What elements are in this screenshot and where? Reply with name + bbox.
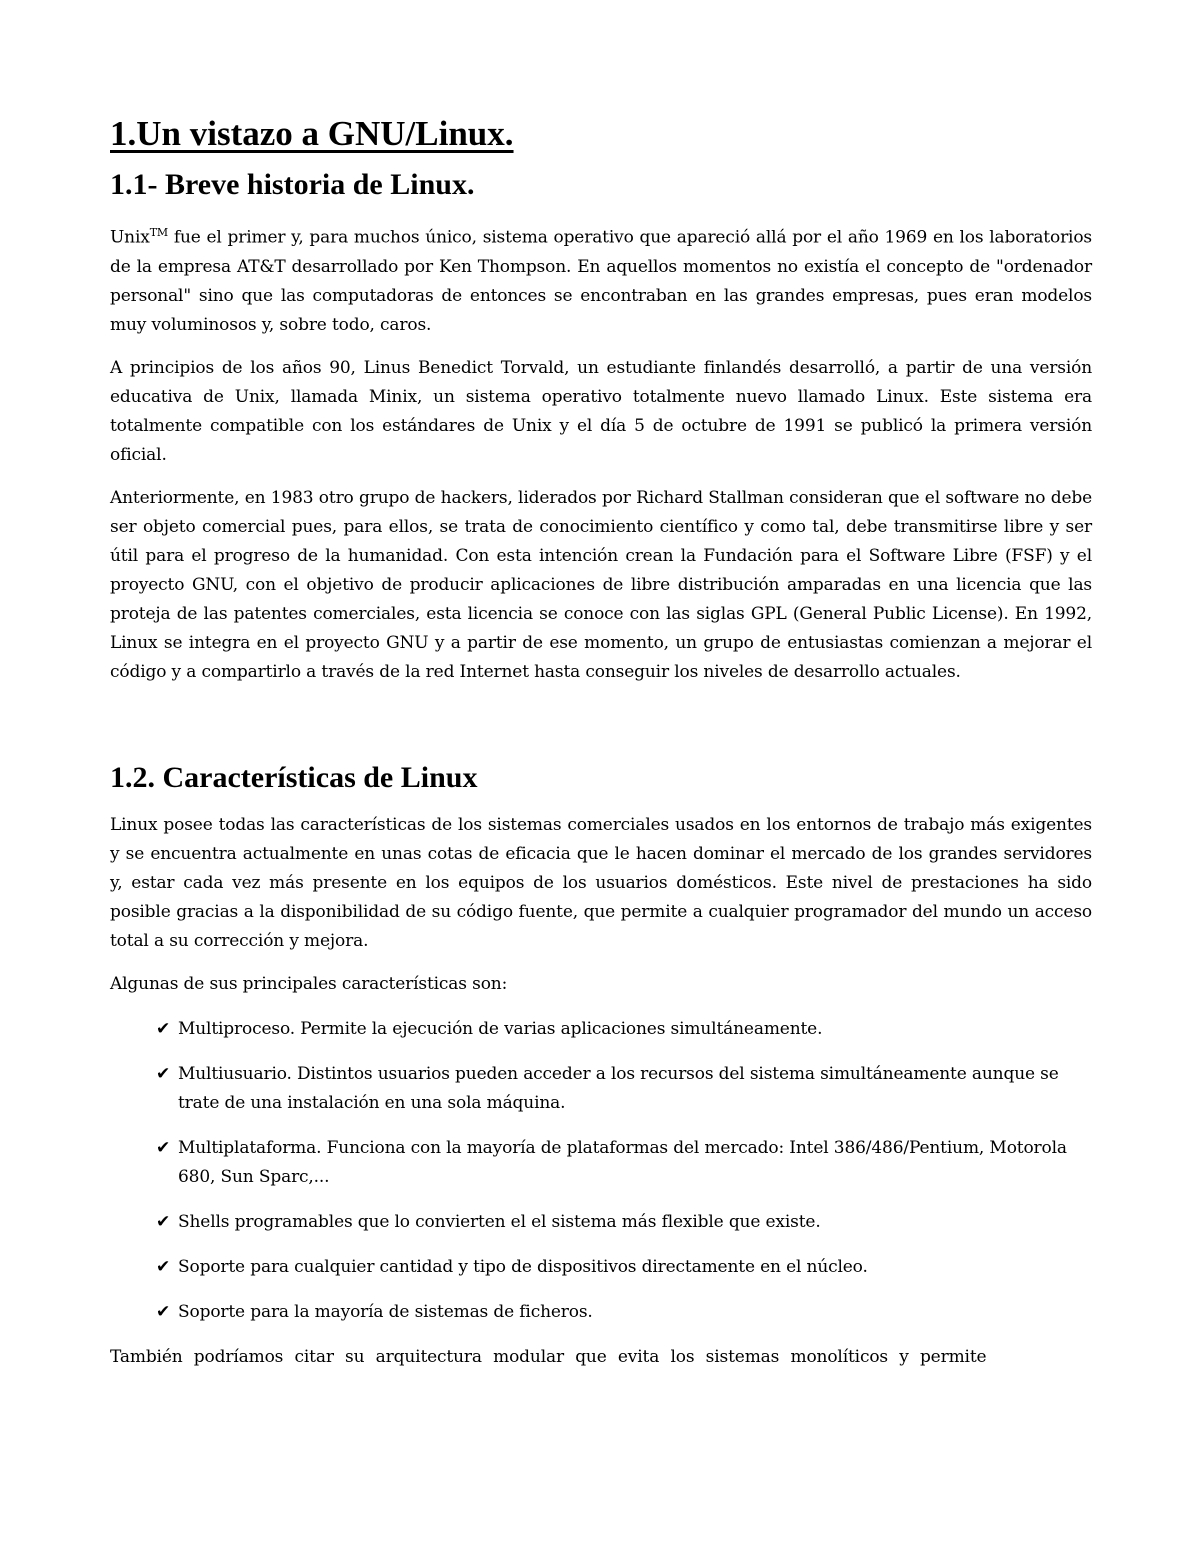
trademark-mark: TM — [149, 226, 169, 239]
list-item — [156, 1060, 1092, 1118]
list-item-text: Multiplataforma. Funciona con la mayoría de plataformas del mercado: Intel 386/486/Pentium, Motorola 680, Sun Sparc,... — [178, 1137, 1067, 1187]
list-item-text: Soporte para cualquier cantidad y tipo de dispositivos directamente en el núcleo. — [178, 1256, 868, 1277]
list-item-text: Shells programables que lo convierten el el sistema más flexible que existe. — [178, 1211, 821, 1232]
checkmark-icon: ✔ — [156, 1256, 171, 1277]
list-item — [156, 1134, 1092, 1192]
features-list — [156, 1015, 1092, 1327]
features-paragraph-1: Linux posee todas las características de los sistemas comerciales usados en los entornos de trabajo más exigentes y se encuentra actualmente en unas cotas de eficacia que le hacen dominar el mercado de los grandes servidores y, estar cada vez más presente en los equipos de los usuarios domésticos. Este nivel de prestaciones ha sido posible gracias a la disponibilidad de su código fuente, que permite a cualquier programador del mundo un acceso total a su corrección y mejora. — [110, 814, 1092, 951]
history-paragraph-1 — [110, 218, 1092, 340]
history-paragraph-3: Anteriormente, en 1983 otro grupo de hackers, liderados por Richard Stallman consideran que el software no debe ser objeto comercial pues, para ellos, se trata de conocimiento científico y como tal, debe transmitirse libre y ser útil para el progreso de la humanidad. Con esta intención crean la Fundación para el Software Libre (FSF) y el proyecto GNU, con el objetivo de producir aplicaciones de libre distribución amparadas en una licencia que las proteja de las patentes comerciales, esta licencia se conoce con las siglas GPL (General Public License). En 1992, Linux se integra en el proyecto GNU y a partir de ese momento, un grupo de entusiastas comienzan a mejorar el código y a compartirlo a través de la red Internet hasta conseguir los niveles de desarrollo actuales. — [110, 487, 1092, 682]
history-paragraph-2: A principios de los años 90, Linus Benedict Torvald, un estudiante finlandés desarrolló, a partir de una versión educativa de Unix, llamada Minix, un sistema operativo totalmente nuevo llamado Linux. Este sistema era totalmente compatible con los estándares de Unix y el día 5 de octubre de 1991 se publicó la primera versión oficial. — [110, 357, 1092, 465]
section-heading-features: 1.2. Características de Linux — [110, 760, 478, 794]
checkmark-icon: ✔ — [156, 1211, 171, 1232]
list-item — [156, 1208, 1092, 1237]
history-paragraph-1-text: fue el primer y, para muchos único, sistema operativo que apareció allá por el año 1969 en los laboratorios de la empresa AT&T desarrollado por Ken Thompson. En aquellos momentos no existía el concepto de "ordenador personal" sino que las computadoras de entonces se encontraban en las grandes empresas, pues eran modelos muy voluminosos y, sobre todo, caros. — [110, 227, 1092, 335]
document-title: 1.Un vistazo a GNU/Linux. — [110, 114, 514, 153]
section-heading-history: 1.1- Breve historia de Linux. — [110, 168, 475, 201]
list-item-text: Multiproceso. Permite la ejecución de varias aplicaciones simultáneamente. — [178, 1018, 823, 1039]
list-item-text: Soporte para la mayoría de sistemas de ficheros. — [178, 1301, 593, 1322]
checkmark-icon: ✔ — [156, 1137, 171, 1158]
checkmark-icon: ✔ — [156, 1301, 171, 1322]
list-item-text: Multiusuario. Distintos usuarios pueden acceder a los recursos del sistema simultáneamente aunque se trate de una instalación en una sola máquina. — [178, 1063, 1059, 1113]
list-item — [156, 1253, 1092, 1282]
checkmark-icon: ✔ — [156, 1018, 171, 1039]
unix-word: Unix — [110, 227, 150, 248]
features-closing-paragraph: También podríamos citar su arquitectura modular que evita los sistemas monolíticos y permite — [110, 1346, 987, 1367]
checkmark-icon: ✔ — [156, 1063, 171, 1084]
features-list-intro: Algunas de sus principales características son: — [110, 973, 508, 994]
list-item — [156, 1015, 1092, 1044]
list-item — [156, 1298, 1092, 1327]
